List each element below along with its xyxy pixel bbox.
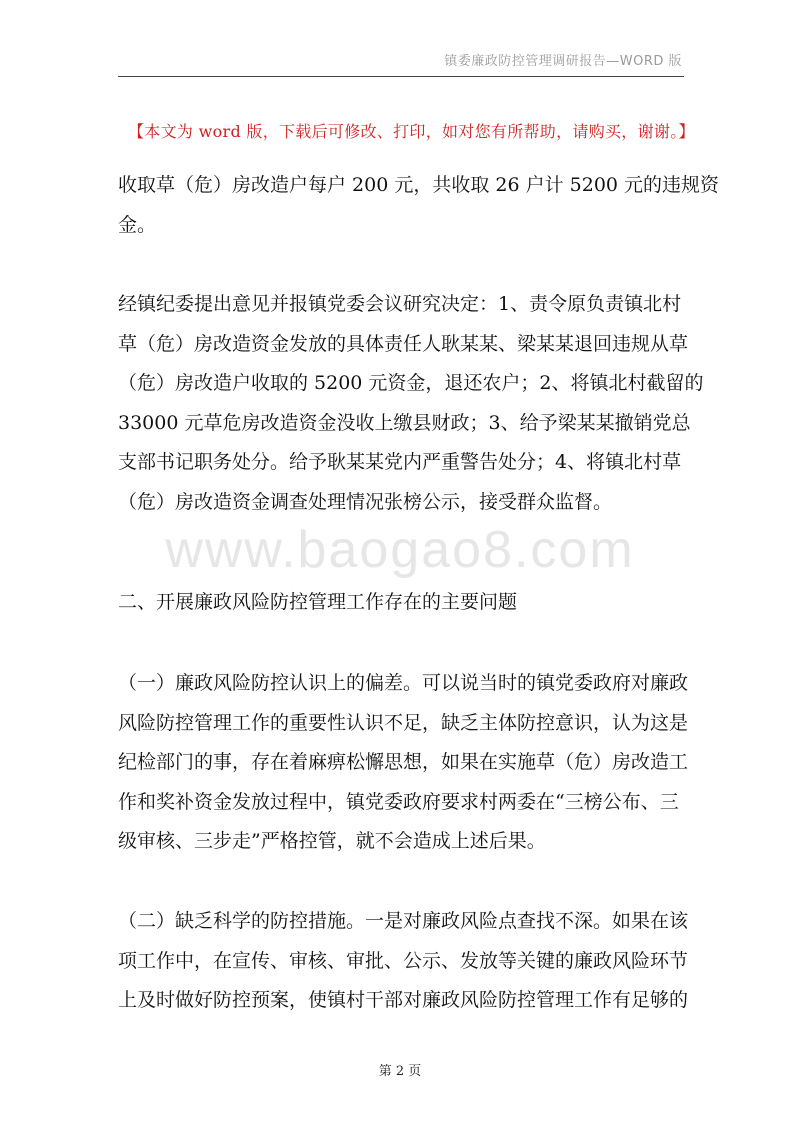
purchase-notice: 【本文为 word 版，下载后可修改、打印，如对您有所帮助，请购买，谢谢。】	[128, 122, 695, 141]
page-number: 第 2 页	[378, 1064, 422, 1079]
text-line: 草（危）房改造资金发放的具体责任人耿某某、梁某某退回违规从草	[118, 332, 689, 355]
text-line: 金。	[118, 213, 157, 236]
text-line: 33000 元草危房改造资金没收上缴县财政；3、给予梁某某撤销党总	[118, 411, 691, 434]
text-line: （危）房改造户收取的 5200 元资金，退还农户；2、将镇北村截留的	[118, 372, 704, 395]
text-line: （二）缺乏科学的防控措施。一是对廉政风险点查找不深。如果在该	[118, 910, 689, 932]
text-line: 上及时做好防控预案，使镇村干部对廉政风险防控管理工作有足够的	[118, 989, 689, 1012]
text-line: 支部书记职务处分。给予耿某某党内严重警告处分；4、将镇北村草	[118, 451, 682, 474]
text-line: 经镇纪委提出意见并报镇党委会议研究决定：1、责令原负责镇北村	[118, 293, 682, 315]
text-line: （一）廉政风险防控认识上的偏差。可以说当时的镇党委政府对廉政	[118, 672, 689, 694]
paragraph-disciplinary-decision	[118, 285, 704, 523]
section-heading-main-problems	[118, 583, 684, 623]
text-line: 作和奖补资金发放过程中，镇党委政府要求村两委在“三榜公布、三	[118, 790, 679, 813]
text-line: 纪检部门的事，存在着麻痹松懈思想，如果在实施草（危）房改造工	[118, 751, 689, 774]
text-line: 项工作中，在宣传、审核、审批、公示、发放等关键的廉政风险环节	[118, 949, 689, 972]
paragraph-prevention-measures	[118, 902, 689, 1021]
text-line: 收取草（危）房改造户每户 200 元，共收取 26 户计 5200 元的违规资	[118, 174, 720, 196]
text-line: 级审核、三步走”严格控管，就不会造成上述后果。	[118, 830, 546, 853]
header-divider	[118, 76, 684, 77]
paragraph-fee-collection	[118, 166, 720, 245]
text-line: （危）房改造资金调查处理情况张榜公示，接受群众监督。	[118, 490, 613, 513]
heading-line: 二、开展廉政风险防控管理工作存在的主要问题	[118, 591, 518, 613]
site-watermark: www.baogao8.com	[165, 521, 635, 579]
paragraph-awareness-deviation	[118, 664, 689, 862]
text-line: 风险防控管理工作的重要性认识不足，缺乏主体防控意识，认为这是	[118, 711, 689, 734]
page-header-title: 镇委廉政防控管理调研报告—WORD 版	[444, 54, 682, 69]
